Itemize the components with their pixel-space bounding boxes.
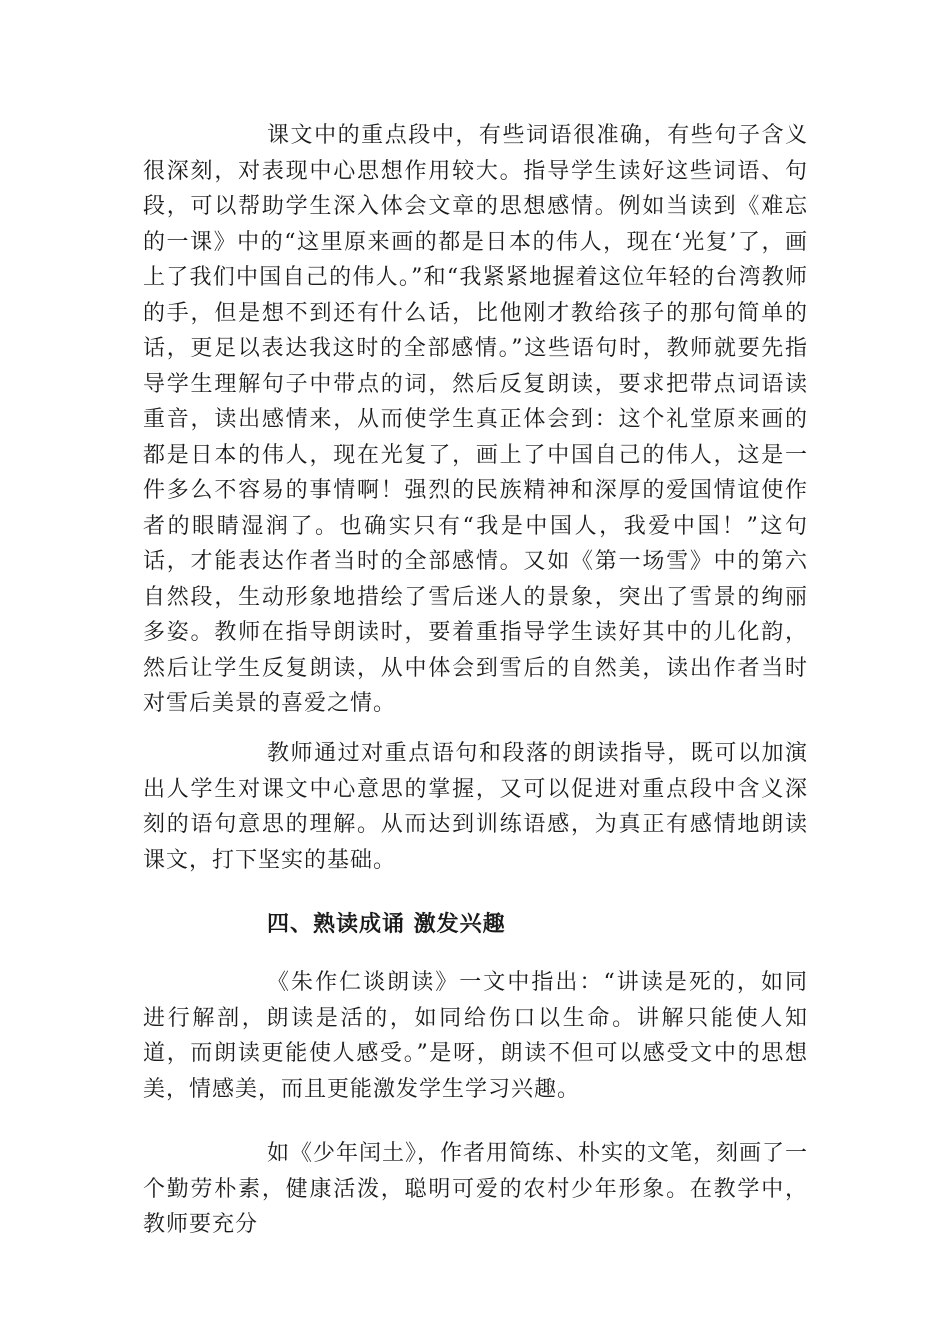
- paragraph-key-passages: 课文中的重点段中，有些词语很准确，有些句子含义很深刻，对表现中心思想作用较大。指导学生读好这些词语、句段，可以帮助学生深入体会文章的思想感情。例如当读到《难忘的一课》中的“这里原来画的都是日本的伟人，现在‘光复’了，画上了我们中国自己的伟人。”和“我紧紧地握着这位年轻的台湾教师的手，但是想不到还有什么话，比他刚才教给孩子的那句简单的话，更足以表达我这时的全部感情。”这些语句时，教师就要先指导学生理解句子中带点的词，然后反复朗读，要求把带点词语读重音，读出感情来，从而使学生真正体会到：这个礼堂原来画的都是日本的伟人，现在光复了，画上了中国自己的伟人，这是一件多么不容易的事情啊！强烈的民族精神和深厚的爱国情谊使作者的眼睛湿润了。也确实只有“我是中国人，我爱中国！”这句话，才能表达作者当时的全部感情。又如《第一场雪》中的第六自然段，生动形象地措绘了雪后迷人的景象，突出了雪景的绚丽多姿。教师在指导朗读时，要着重指导学生读好其中的儿化韵，然后让学生反复朗读，从中体会到雪后的自然美，读出作者当时对雪后美景的喜爱之情。: [143, 123, 808, 716]
- paragraph-shaonian-runtu: 如《少年闰土》，作者用简练、朴实的文笔，刻画了一个勤劳朴素，健康活泼，聪明可爱的农村少年形象。在教学中，教师要充分: [143, 1141, 809, 1237]
- section-heading: 四、熟读成诵 激发兴趣: [267, 911, 506, 937]
- paragraph-zhu-zuoren-quote: 《朱作仁谈朗读》一文中指出：“讲读是死的，如同进行解剖，朗读是活的，如同给伤口以生命。讲解只能使人知道，而朗读更能使人感受。”是呀，朗读不但可以感受文中的思想美，情感美，而且更能激发学生学习兴趣。: [143, 970, 808, 1102]
- paragraph-reading-guidance: 教师通过对重点语句和段落的朗读指导，既可以加演出人学生对课文中心意思的掌握，又可以促进对重点段中含义深刻的语句意思的理解。从而达到训练语感，为真正有感情地朗读课文，打下坚实的基础。: [143, 741, 808, 873]
